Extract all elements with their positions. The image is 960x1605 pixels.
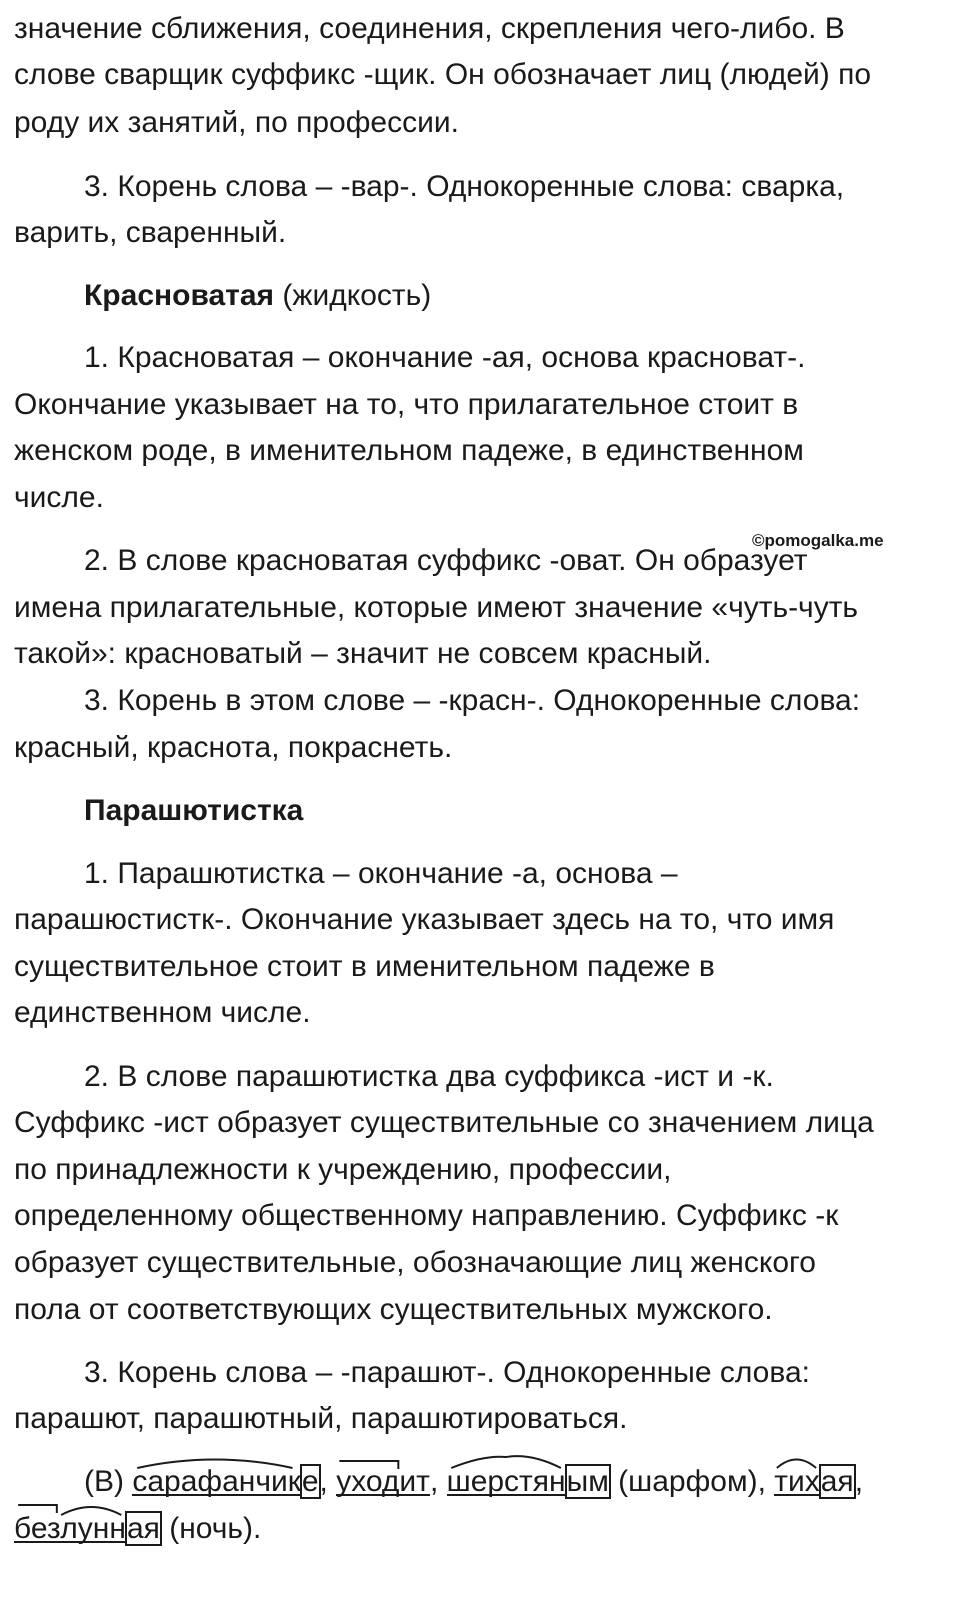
paragraph-line: парашюстистк-. Окончание указывает здесь на то, что имя [14,903,835,936]
word-base [774,1464,820,1500]
base-underline [774,1494,820,1496]
base-text: уходит [336,1465,430,1498]
word-sarafanchike [132,1464,319,1500]
paragraph-line: 3. Корень слова – -парашют-. Однокоренные слова: [84,1356,810,1389]
paragraph-line: единственном числе. [14,996,311,1029]
paragraph-line: роду их занятий, по профессии. [14,106,459,139]
base-underline [447,1494,566,1496]
ending-box: е [301,1465,319,1498]
paragraph-line: Суффикс -ист образует существительные со значением лица [14,1106,874,1139]
word-base [14,1511,126,1547]
base-text: безлунн [14,1512,126,1545]
watermark: ©pomogalka.me [752,531,884,550]
word-note: (ночь). [169,1512,262,1545]
base-text: сарафанчик [132,1465,301,1498]
word-tikhaya [774,1464,854,1500]
paragraph-line: числе. [14,481,104,514]
paragraph-line: 1. Парашютистка – окончание -а, основа – [84,857,678,890]
morpheme-example-line [84,1464,863,1500]
paragraph-line: пола от соответствующих существительных мужского. [14,1293,773,1326]
separator: , [854,1465,864,1498]
paragraph-line: определенному общественному направлению. Суффикс -к [14,1199,839,1232]
ending-box: ым [566,1465,609,1498]
base-text: шерстян [446,1465,566,1498]
base-underline [14,1541,126,1543]
paragraph-line: имена прилагательные, которые имеют значение «чуть-чуть [14,591,859,624]
paragraph-line: 2. В слове красноватая суффикс -оват. Он образует [84,544,808,577]
paragraph-line: женском роде, в именительном падеже, в единственном [14,434,804,467]
word-ukhodit [336,1464,430,1500]
word-base [132,1464,301,1500]
heading-word: Красноватая [84,279,275,312]
base-text: тих [774,1465,820,1498]
base-underline [132,1494,301,1496]
paragraph-line: слове сварщик суффикс -щик. Он обозначает лиц (людей) по [14,58,872,91]
base-underline [336,1494,430,1496]
word-bezlunnaya [14,1511,161,1547]
morpheme-example-line [14,1511,261,1547]
paragraph-line: 1. Красноватая – окончание -ая, основа красноват-. [84,341,806,374]
word-base [447,1464,566,1500]
paragraph-line: образует существительные, обозначающие лиц женского [14,1246,816,1279]
word-note: (шарфом), [618,1465,766,1498]
paragraph-line: 3. Корень слова – -вар-. Однокоренные слова: сварка, [84,170,845,203]
example-label: (В) [84,1465,124,1498]
paragraph-line: по принадлежности к учреждению, профессии, [14,1153,672,1186]
section-heading: Парашютистка [84,794,304,827]
separator: , [319,1465,328,1498]
heading-note: (жидкость) [282,279,432,312]
ending-box: ая [820,1465,854,1498]
paragraph-line: такой»: красноватый – значит не совсем красный. [14,637,712,670]
paragraph-line: красный, краснота, покраснеть. [14,731,453,764]
paragraph-line: парашют, парашютный, парашютироваться. [14,1402,628,1435]
paragraph-line: варить, сваренный. [14,216,287,249]
paragraph-line: Окончание указывает на то, что прилагательное стоит в [14,388,799,421]
ending-box: ая [126,1512,160,1545]
separator: , [429,1465,439,1498]
paragraph-line: существительное стоит в именительном падеже в [14,950,715,983]
paragraph-line: 3. Корень в этом слове – -красн-. Однокоренные слова: [84,684,861,717]
word-sherstyanym [447,1464,610,1500]
paragraph-line: значение сближения, соединения, скрепления чего-либо. В [14,12,845,45]
section-heading [84,278,431,314]
paragraph-line: 2. В слове парашютистка два суффикса -ист и -к. [84,1060,774,1093]
